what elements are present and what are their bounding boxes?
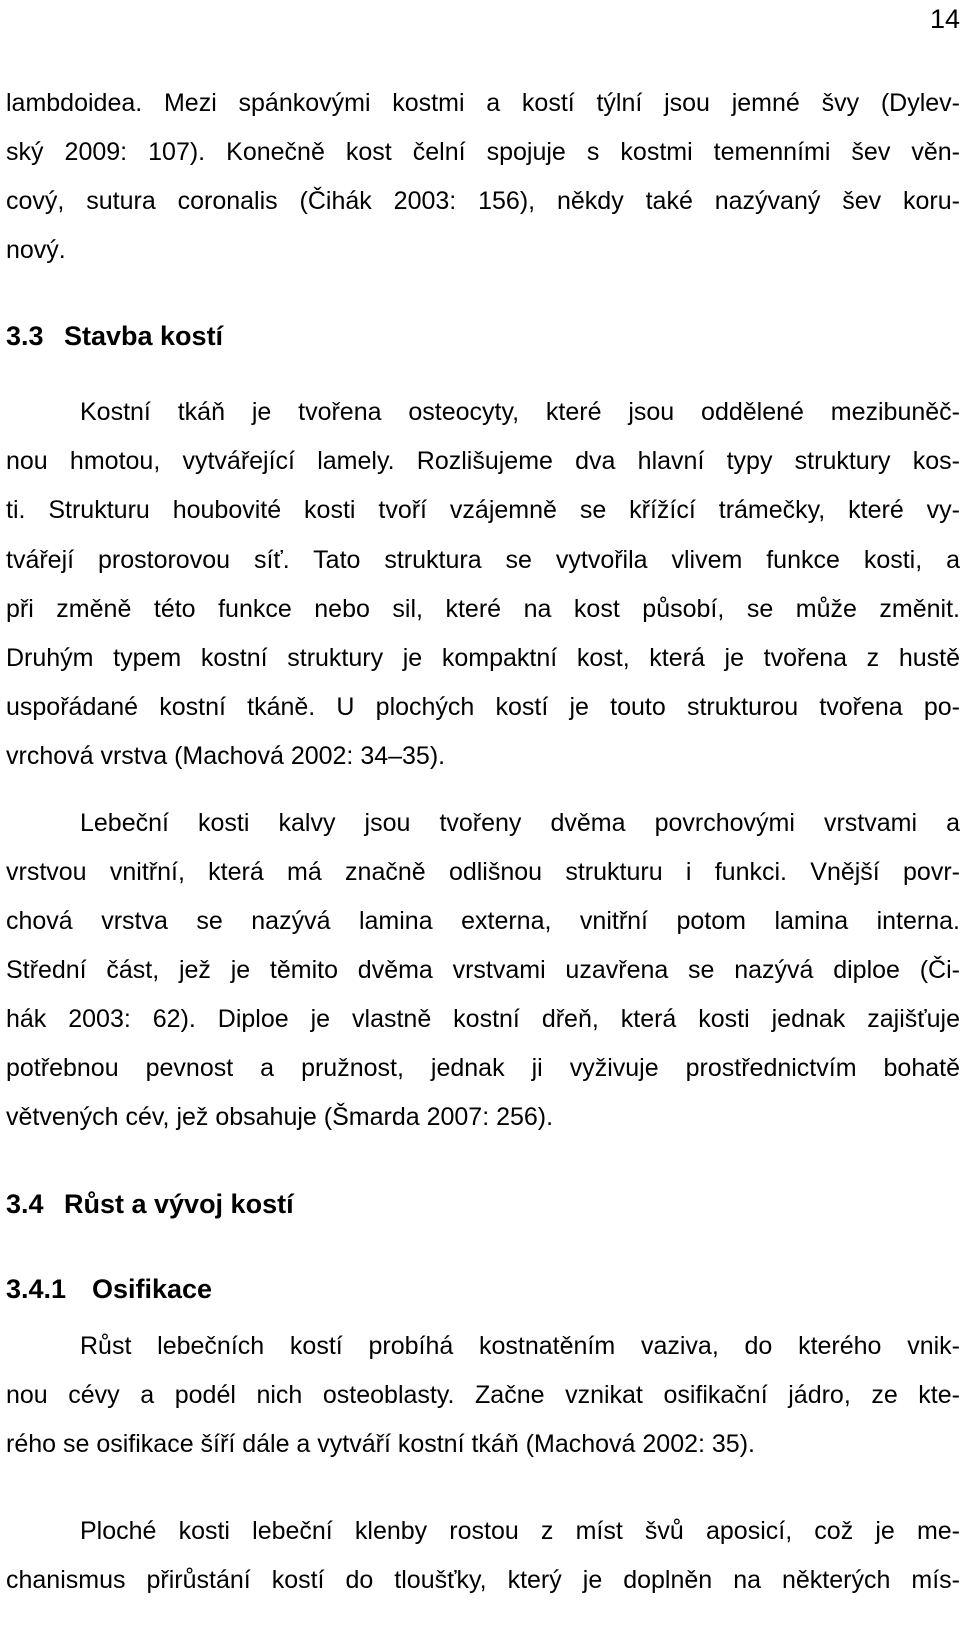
text-line: Ploché kosti lebeční klenby rostou z míst švů aposicí, což je me- (80, 1517, 960, 1545)
text-line: Růst lebečních kostí probíhá kostnatěním vaziva, do kterého vnik- (80, 1332, 960, 1360)
text-line: chanismus přirůstání kostí do tloušťky, který je doplněn na některých mís- (6, 1566, 960, 1594)
text-line: Lebeční kosti kalvy jsou tvořeny dvěma povrchovými vrstvami a (80, 809, 960, 837)
text-line: při změně této funkce nebo sil, které na kost působí, se může změnit. (6, 595, 960, 623)
text-line: vrstvou vnitřní, která má značně odlišnou strukturu i funkci. Vnější povr- (6, 858, 960, 886)
text-line: uspořádané kostní tkáně. U plochých kostí je touto strukturou tvořena po- (6, 693, 960, 721)
text-line: vrchová vrstva (Machová 2002: 34–35). (6, 742, 446, 770)
text-line: Druhým typem kostní struktury je kompaktní kost, která je tvořena z hustě (6, 644, 960, 672)
text-line: nou cévy a podél nich osteoblasty. Začne vznikat osifikační jádro, ze kte- (6, 1381, 960, 1409)
section-title: Osifikace (92, 1274, 213, 1304)
section-heading (6, 1189, 294, 1219)
text-line: chová vrstva se nazývá lamina externa, vnitřní potom lamina interna. (6, 907, 960, 935)
text-line: tvářejí prostorovou síť. Tato struktura se vytvořila vlivem funkce kosti, a (6, 546, 960, 574)
text-line: potřebnou pevnost a pružnost, jednak ji vyživuje prostřednictvím bohatě (6, 1054, 960, 1082)
text-line: ský 2009: 107). Konečně kost čelní spojuje s kostmi temenními šev věn- (6, 138, 960, 166)
section-number: 3.4.1 (6, 1274, 67, 1304)
text-line: ti. Strukturu houbovité kosti tvoří vzájemně se křížící trámečky, které vy- (6, 496, 960, 524)
page-number: 14 (929, 4, 960, 34)
text-line: nou hmotou, vytvářející lamely. Rozlišujeme dva hlavní typy struktury kos- (6, 447, 960, 475)
section-title: Stavba kostí (64, 321, 224, 351)
text-line: Střední část, jež je těmito dvěma vrstvami uzavřena se nazývá diploe (Či- (6, 956, 960, 984)
text-line: rého se osifikace šíří dále a vytváří kostní tkáň (Machová 2002: 35). (6, 1430, 755, 1458)
text-line: nový. (6, 236, 66, 264)
text-line: cový, sutura coronalis (Čihák 2003: 156), někdy také nazývaný šev koru- (6, 187, 960, 215)
text-line: hák 2003: 62). Diploe je vlastně kostní dřeň, která kosti jednak zajišťuje (6, 1005, 960, 1033)
text-line: Kostní tkáň je tvořena osteocyty, které jsou oddělené mezibuněč- (80, 398, 960, 426)
section-number: 3.3 (6, 321, 44, 351)
subsection-heading (6, 1274, 212, 1304)
section-number: 3.4 (6, 1189, 44, 1219)
section-heading (6, 321, 223, 351)
text-line: větvených cév, jež obsahuje (Šmarda 2007: 256). (6, 1103, 554, 1131)
section-title: Růst a vývoj kostí (64, 1189, 294, 1219)
text-line: lambdoidea. Mezi spánkovými kostmi a kostí týlní jsou jemné švy (Dylev- (6, 89, 960, 117)
